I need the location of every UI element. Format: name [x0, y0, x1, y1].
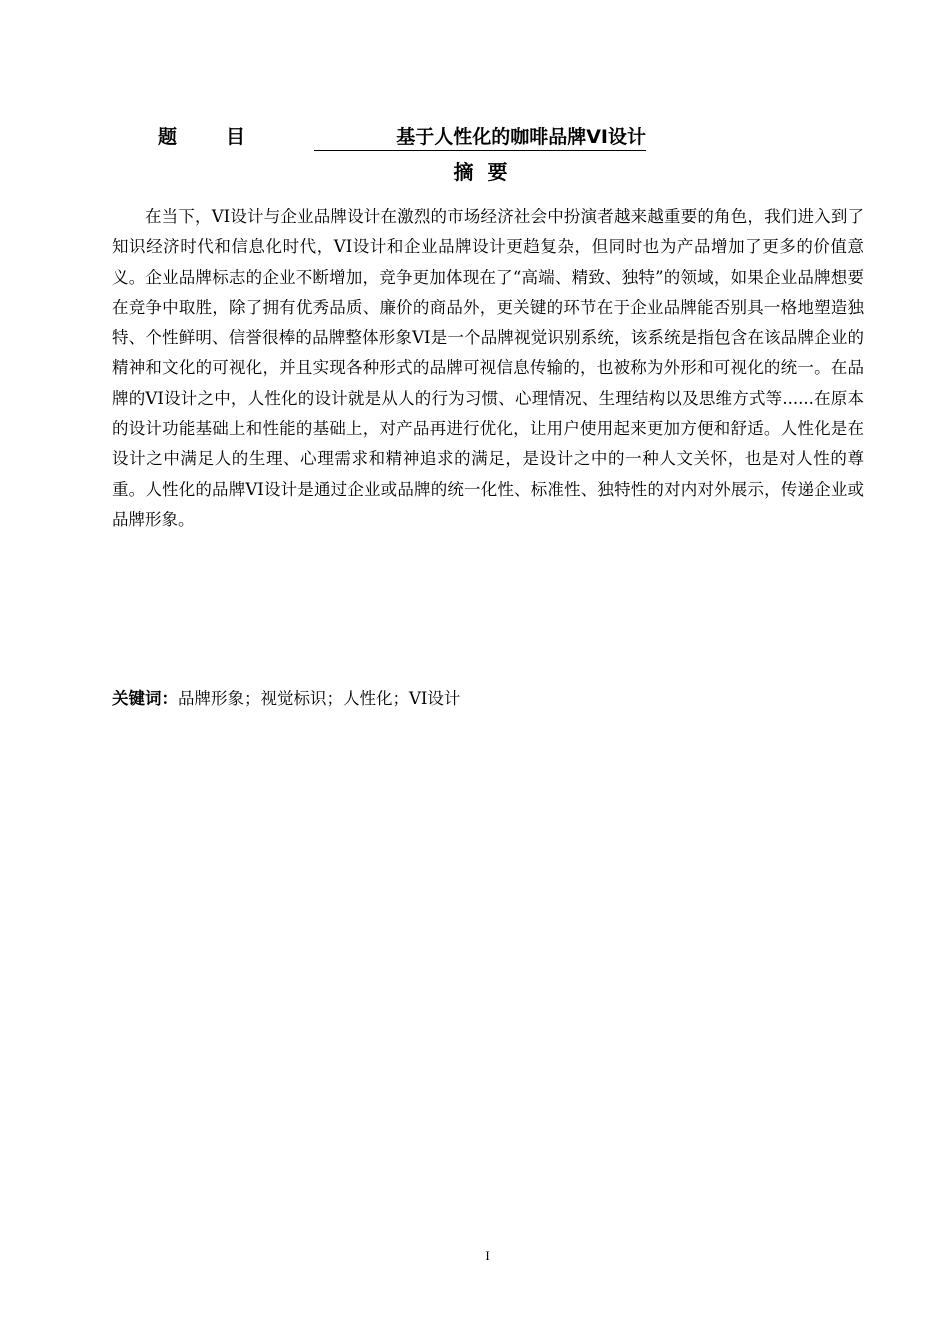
title-label-part1: 题 — [158, 126, 178, 148]
title-row — [0, 120, 950, 150]
abstract-body: 在当下，VI设计与企业品牌设计在激烈的市场经济社会中扮演者越来越重要的角色，我们进入到了知识经济时代和信息化时代，VI设计和企业品牌设计更趋复杂，但同时也为产品增加了更多的价值意义。企业品牌标志的企业不断增加，竞争更加体现在了“高端、精致、独特”的领域，如果企业品牌想要在竞争中取胜，除了拥有优秀品质、廉价的商品外，更关键的环节在于企业品牌能否别具一格地塑造独特、个性鲜明、信誉很棒的品牌整体形象VI是一个品牌视觉识别系统，该系统是指包含在该品牌企业的精神和文化的可视化，并且实现各种形式的品牌可视信息传输的，也被称为外形和可视化的统一。在品牌的VI设计之中，人性化的设计就是从人的行为习惯、心理情况、生理结构以及思维方式等......在原本的设计功能基础上和性能的基础上，对产品再进行优化，让用户使用起来更加方便和舒适。人性化是在设计之中满足人的生理、心理需求和精神追求的满足，是设计之中的一种人文关怀，也是对人性的尊重。人性化的品牌VI设计是通过企业或品牌的统一化性、标准性、独特性的对内对外展示，传递企业或品牌形象。 — [112, 207, 864, 529]
page-number: I — [485, 1248, 490, 1263]
keywords-line — [112, 684, 864, 714]
title-label-part2: 目 — [226, 126, 246, 148]
keywords-label: 关键词： — [112, 689, 178, 708]
thesis-title: 基于人性化的咖啡品牌VI设计 — [314, 122, 646, 151]
keywords-value: 品牌形象；视觉标识；人性化；VI设计 — [178, 689, 461, 708]
abstract-heading: 摘要 — [453, 160, 522, 184]
